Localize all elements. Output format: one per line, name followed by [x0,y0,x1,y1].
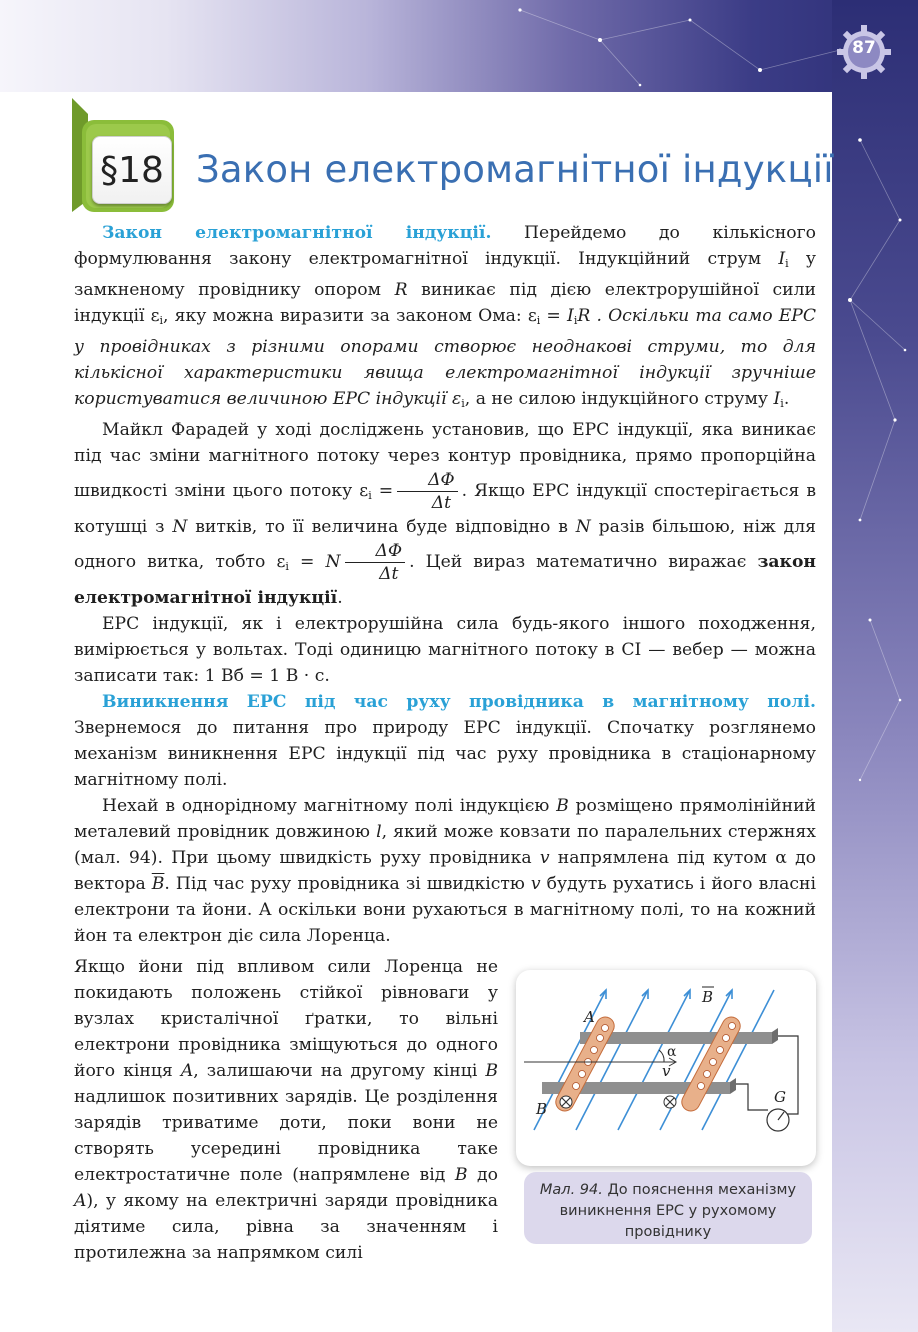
fraction-denominator: Δt [431,493,452,513]
paragraph-heading: Закон електромагнітної індукції. [102,223,492,243]
section-badge: §18 [92,136,172,204]
subscript: i [159,314,164,327]
text-run: . Під час руху провідника зі швидкістю [164,874,531,894]
text-run: Звернемося до питання про природу ЕРС індукції. Спочатку розглянемо механізм виникнення ЕРС індукції під час руху провідника в стаціонарному магнітному полі. [74,718,816,790]
text-run: . [783,389,790,409]
text-run: будуть рухатись і його власні електрони та йони. А оскільки вони рухаються в магнітному полі, то на кожний йон та електрон діє сила Лоренца. [74,874,816,946]
caption-label: Мал. 94. [539,1182,603,1198]
subscript: i [573,314,578,327]
subscript: i [536,314,541,327]
text-run: , який може ковзати по паралельних стержнях (мал. 94). При цьому швидкість руху провідника [74,822,816,868]
formula-run: R . Оскільки та само ЕРС у провідниках з різними опорами створює неоднакові струми, то для кількісної характеристики явища електромагнітної індукції зручніше користуватися величиною ЕРС індукції ε [74,306,816,409]
text-run: , яку можна виразити за законом Ома: ε [163,306,537,326]
text-run: напрямлена під кутом α до вектора [74,848,816,894]
symbol: A [180,1061,194,1081]
symbol: I [773,389,781,409]
text-run: Нехай в однорідному магнітному полі індукцією [102,796,557,816]
label-b-vector: B [702,988,714,1006]
text-run: у замкненому провіднику опором [74,249,816,300]
bold-term: закон електромагнітної індукції [74,552,816,608]
fraction-numerator: ΔΦ [397,469,458,492]
paragraph-3: ЕРС індукції, як і електрорушійна сила будь-якого іншого походження, вимірюється у вольтах. Тоді одиницю магнітного потоку в СІ — вебер — можна записати так: 1 Вб = 1 В · с. [74,614,816,686]
paragraph-4 [74,689,816,793]
text-run: , залишаючи на другому кінці [193,1061,486,1081]
fraction [345,540,406,585]
symbol: B [556,796,569,816]
text-run: Майкл Фарадей у ході досліджень установив, що ЕРС індукції, яка виникає під час зміни магнітного потоку через контур провідника, прямо пропорційна швидкості зміни цього потоку ε [74,420,816,501]
text-run: . Якщо ЕРС індукції спостерігається в котушці з [74,481,816,537]
side-background [832,0,918,1332]
symbol: v [530,874,541,894]
subscript: i [285,560,289,573]
label-a: A [584,1008,595,1026]
text-run: до [467,1165,498,1185]
paragraph-2 [74,417,816,611]
subscript: i [785,257,789,270]
symbol: R [394,280,408,300]
symbol: v [539,848,550,868]
formula-run: = I [540,306,574,326]
paragraph-5 [74,793,816,949]
text-run: ), у якому на електричні заряди провідника діятиме сила, рівна за значенням і протилежна за напрямком силі [74,1191,498,1263]
header-background [0,0,918,92]
page-title: Закон електромагнітної індукції [196,148,834,191]
subscript: i [461,397,465,410]
vector-symbol: $\overline{B}$ [151,874,165,894]
subscript: i [368,489,372,502]
formula-run: = [371,481,394,501]
paragraph-6 [74,954,498,1266]
figure-94 [516,970,816,1166]
symbol: l [376,822,382,842]
label-alpha: α [667,1044,677,1060]
paragraph-1 [74,220,816,417]
figure-caption [524,1172,812,1244]
figure-diagram [516,970,816,1166]
text-run: надлишок позитивних зарядів. Це розділення зарядів триватиме доти, поки вони не створять усередині провідника таке електростатичне поле (напрямлене від [74,1087,498,1185]
text-run: розміщено прямолінійний металевий провідник довжиною [74,796,816,842]
text-run: Перейдемо до кількісного формулювання закону електромагнітної індукції. Індукційний струм [74,223,816,269]
page-number: 87 [852,38,876,58]
text-run: , а не силою індукційного струму [464,389,774,409]
label-v: v [662,1062,671,1080]
subscript: i [780,397,784,410]
symbol: N [575,517,591,537]
caption-text: До пояснення механізму виникнення ЕРС у рухомому провіднику [559,1182,797,1240]
label-b: B [536,1100,548,1118]
symbol: B [454,1165,468,1185]
main-text [74,220,816,949]
symbol: I [778,249,786,269]
symbol: B [485,1061,498,1081]
symbol: A [74,1191,87,1211]
text-run: . Цей вираз математично виражає [409,552,758,572]
text-run: витків, то її величина буде відповідно в [187,517,576,537]
text-run: виникає під дією електрорушійної сили індукції ε [74,280,816,326]
text-run: Якщо йони під впливом сили Лоренца не покидають положень стійкої рівноваги у вузлах кристалічної ґратки, то вільні електрони провідника зміщуються до одного його кінця [74,957,498,1081]
symbol: N [172,517,188,537]
fraction [397,469,458,514]
fraction-denominator: Δt [379,564,399,584]
label-g: G [774,1088,786,1106]
fraction-numerator: ΔΦ [345,540,406,563]
text-run: разів більшою, ніж для одного витка, тобто ε [74,517,816,572]
paragraph-heading: Виникнення ЕРС під час руху провідника в магнітному полі. [102,692,816,712]
text-run: . [337,588,343,608]
formula-run: = N [288,552,341,572]
